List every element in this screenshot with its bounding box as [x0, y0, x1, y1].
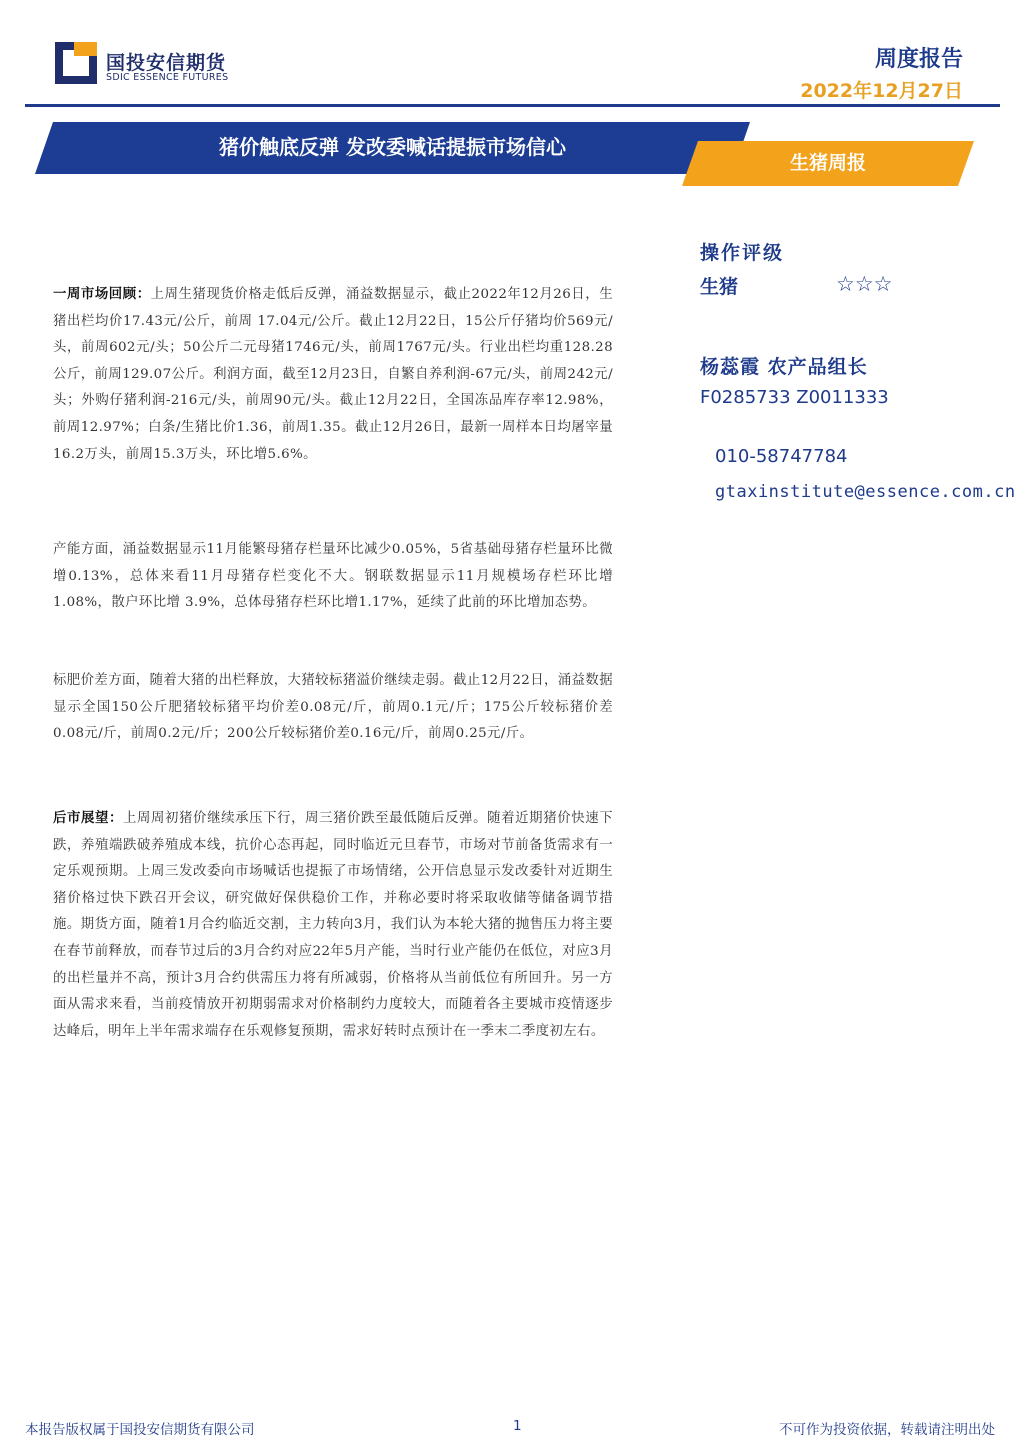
- company-name-cn: 国投安信期货: [106, 52, 227, 74]
- footer-disclaimer: 不可作为投资依据，转载请注明出处: [779, 1422, 995, 1438]
- rating-item: 生猪: [700, 276, 739, 298]
- company-name-en: SDIC ESSENCE FUTURES: [106, 72, 229, 83]
- report-date: 2022年12月27日: [800, 80, 963, 102]
- author-certificates: F0285733 Z0011333: [700, 387, 889, 408]
- company-logo-icon: [55, 42, 97, 84]
- paragraph-outlook: [53, 805, 613, 1045]
- author-phone: 010-58747784: [715, 446, 848, 467]
- header-divider: [25, 104, 1000, 107]
- author-email[interactable]: gtaxinstitute@essence.com.cn: [715, 482, 1016, 502]
- page-number: 1: [513, 1418, 522, 1434]
- paragraph-price-spread: 标肥价差方面，随着大猪的出栏释放，大猪较标猪溢价继续走弱。截止12月22日，涌益数据显示全国150公斤肥猪较标猪平均价差0.08元/斤，前周0.1元/斤；175公斤较标猪价差0.08元/斤，前周0.2元/斤；200公斤较标猪价差0.16元/斤，前周0.25元/斤。: [53, 673, 613, 742]
- author-name: 杨蕊霞 农产品组长: [700, 356, 868, 378]
- paragraph-capacity: 产能方面，涌益数据显示11月能繁母猪存栏量环比减少0.05%，5省基础母猪存栏量环比微增0.13%，总体来看11月母猪存栏变化不大。钢联数据显示11月规模场存栏环比增1.08%，散户环比增 3.9%，总体母猪存栏环比增1.17%，延续了此前的环比增加态势。: [53, 542, 613, 611]
- paragraph-market-review: [53, 281, 613, 468]
- rating-stars-icon: ☆☆☆: [836, 272, 893, 296]
- outlook-lead: 后市展望：: [53, 810, 124, 826]
- rating-heading: 操作评级: [700, 242, 785, 264]
- outlook-text: 上周周初猪价继续承压下行，周三猪价跌至最低随后反弹。随着近期猪价快速下跌，养殖端跌破养殖成本线，抗价心态再起，同时临近元旦春节，市场对节前备货需求有一定乐观预期。上周三发改委向市场喊话也提振了市场情绪，公开信息显示发改委针对近期生猪价格过快下跌召开会议，研究做好保供稳价工作，并称必要时将采取收储等储备调节措施。期货方面，随着1月合约临近交割，主力转向3月，我们认为本轮大猪的抛售压力将主要在春节前释放，而春节过后的3月合约对应22年5月产能，当时行业产能仍在低位，对应3月的出栏量并不高，预计3月合约供需压力将有所减弱，价格将从当前低位有所回升。另一方面从需求来看，当前疫情放开初期弱需求对价格制约力度较大，而随着各主要城市疫情逐步达峰后，明年上半年需求端存在乐观修复预期，需求好转时点预计在一季末二季度初左右。: [53, 811, 614, 1039]
- footer-copyright: 本报告版权属于国投安信期货有限公司: [25, 1422, 255, 1438]
- market-review-text: 上周生猪现货价格走低后反弹，涌益数据显示，截止2022年12月26日，生猪出栏均价17.43元/公斤，前周 17.04元/公斤。截止12月22日，15公斤仔猪均价569元/头，前周602元/头；50公斤二元母猪1746元/头，前周1767元/头。行业出栏均重128.28公斤，前周129.07公斤。利润方面，截至12月23日，自繁自养利润-67元/头，前周242元/头；外购仔猪利润-216元/头，前周90元/头。截止12月22日，全国冻品库存率12.98%，前周12.97%；白条/生猪比价1.36，前周1.35。截止12月26日，最新一周样本日均屠宰量16.2万头，前周15.3万头，环比增5.6%。: [53, 287, 613, 462]
- report-subtitle: 生猪周报: [789, 152, 866, 174]
- market-review-lead: 一周市场回顾：: [53, 286, 151, 302]
- report-type: 周度报告: [874, 47, 963, 72]
- report-title: 猪价触底反弹 发改委喊话提振市场信心: [219, 135, 566, 159]
